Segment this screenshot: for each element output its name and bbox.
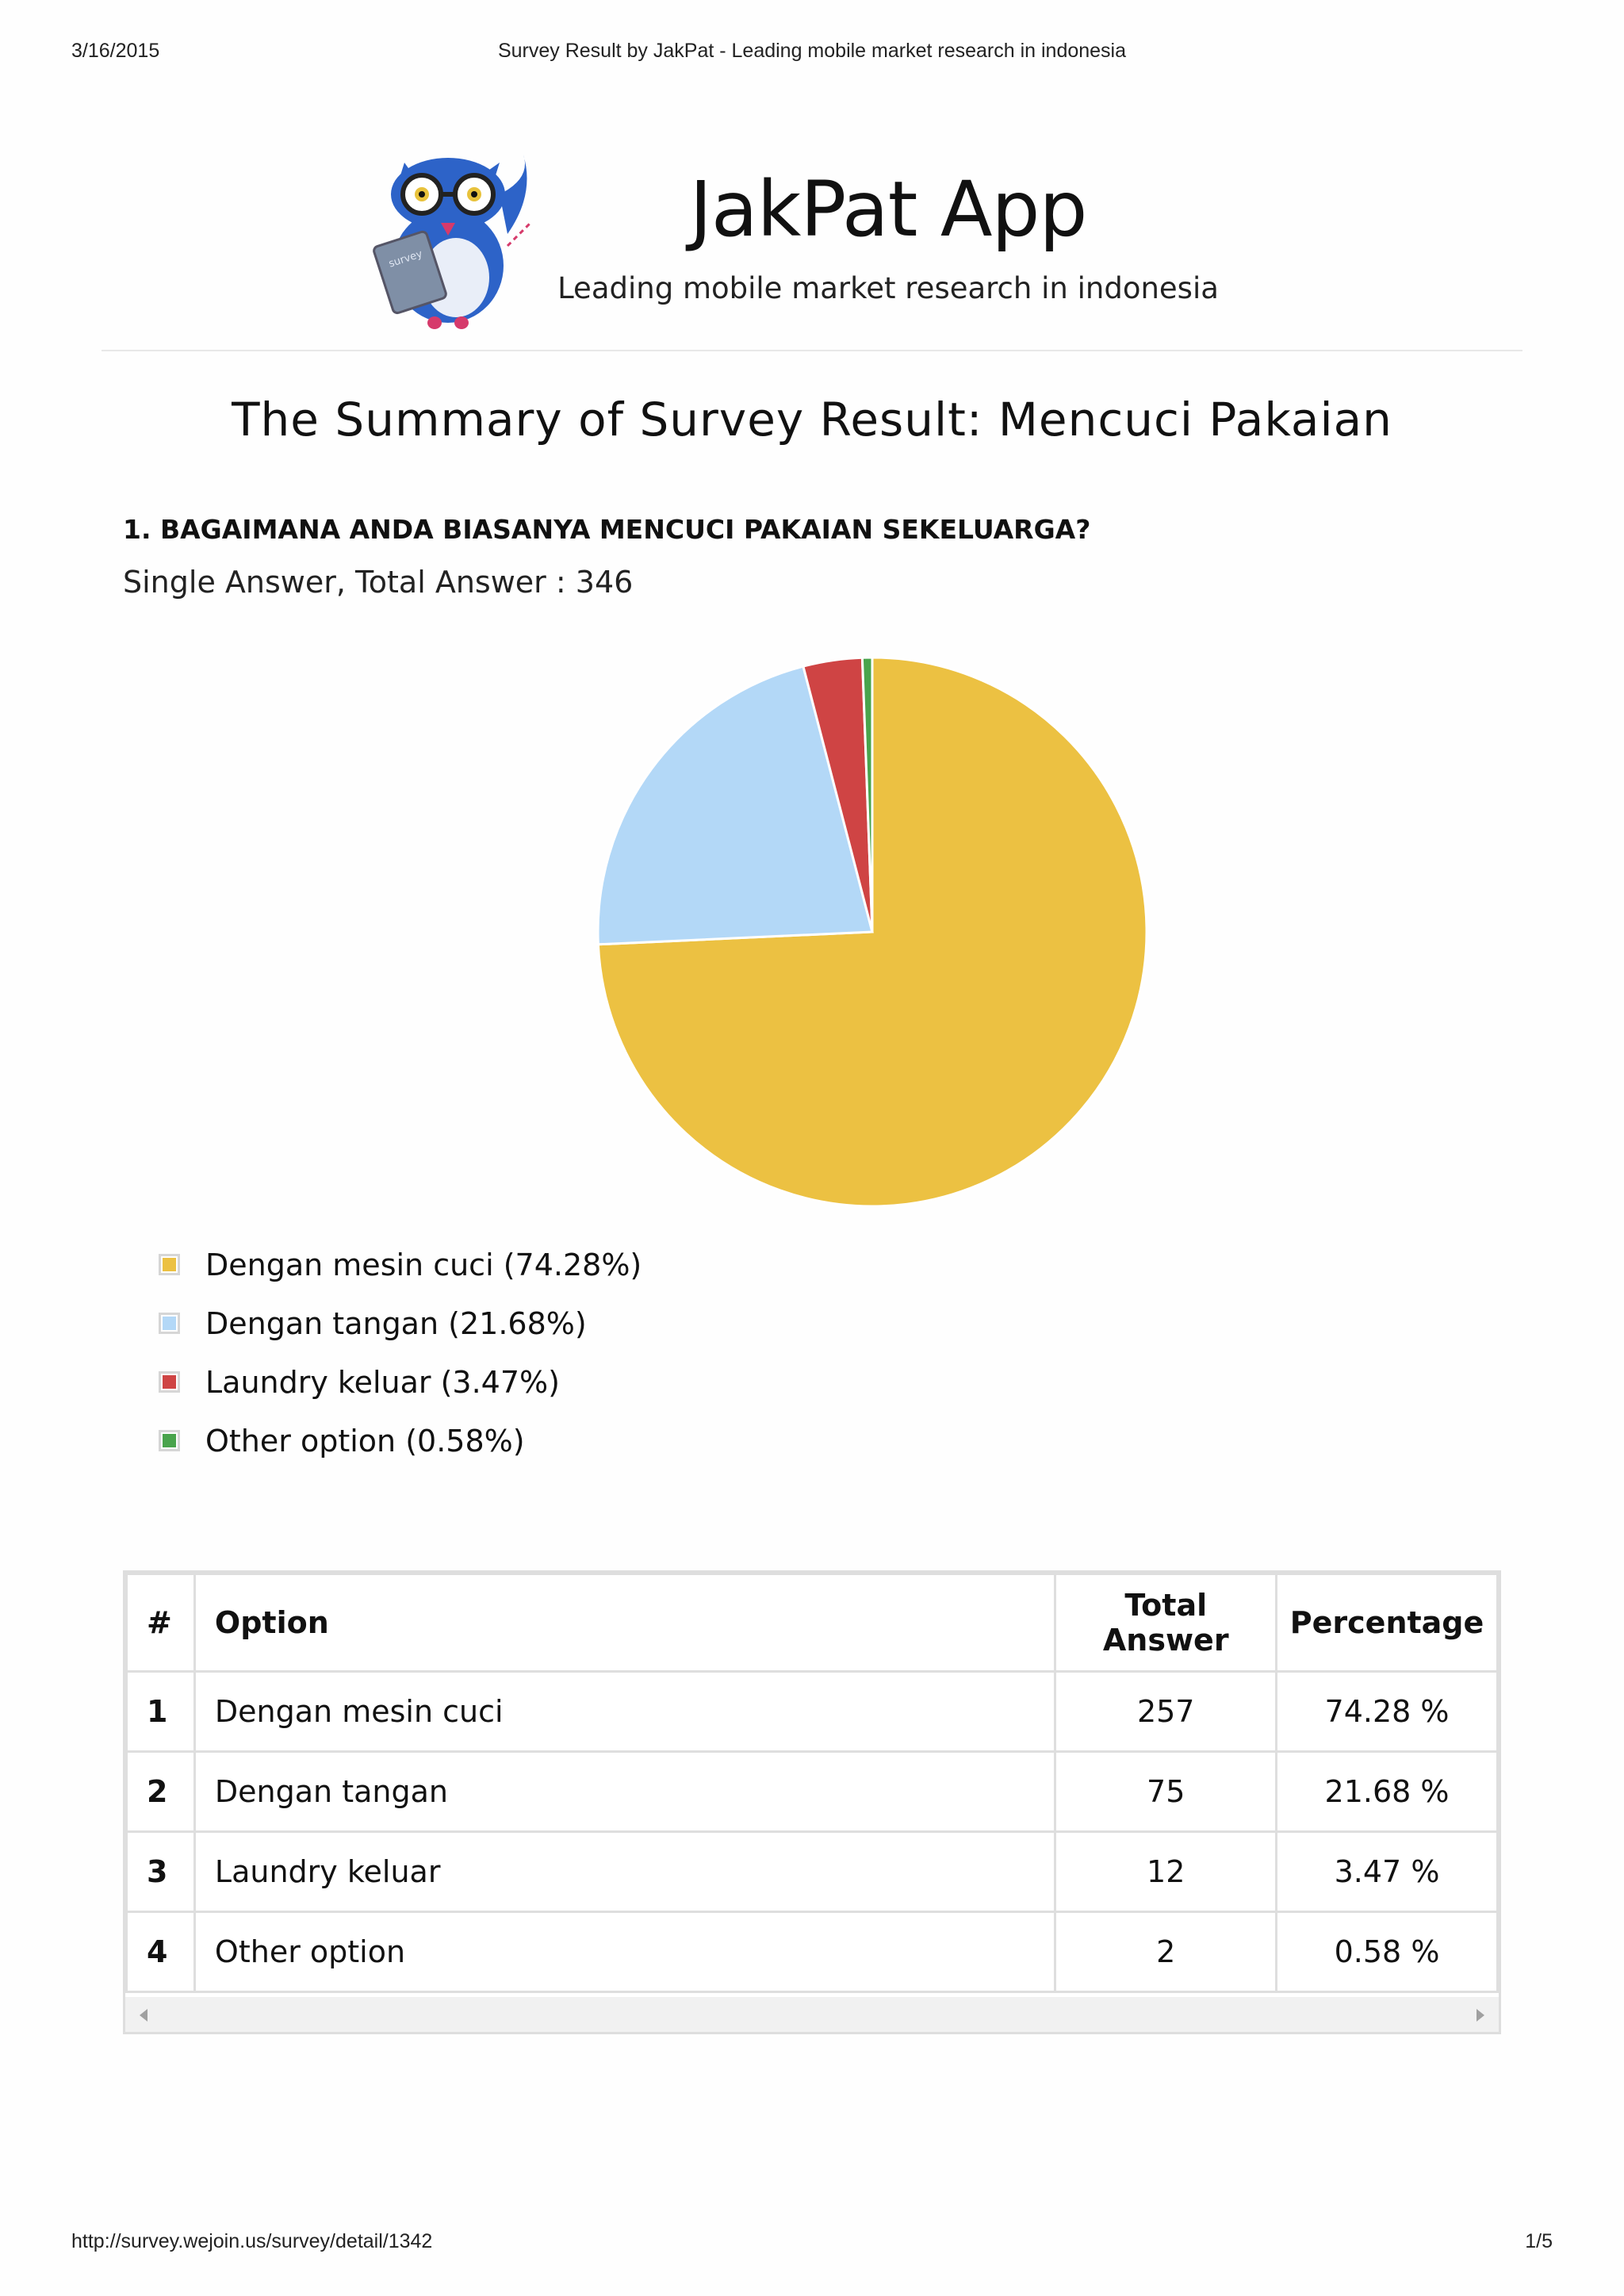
table-row [127, 1912, 1498, 1992]
cell-total: 12 [1055, 1832, 1277, 1912]
cell-percentage: 0.58 % [1277, 1912, 1498, 1992]
cell-total: 75 [1055, 1752, 1277, 1832]
cell-number: 4 [127, 1912, 195, 1992]
header-percentage: Percentage [1277, 1574, 1498, 1672]
cell-percentage: 74.28 % [1277, 1672, 1498, 1752]
scroll-right-icon[interactable] [1477, 2009, 1484, 2022]
owl-logo-icon [373, 147, 539, 333]
svg-text:survey: survey [387, 247, 424, 270]
cell-total: 2 [1055, 1912, 1277, 1992]
table-row [127, 1752, 1498, 1832]
legend-swatch-fill [163, 1434, 176, 1447]
cell-option: Dengan mesin cuci [194, 1672, 1055, 1752]
pie-chart [587, 646, 1158, 1217]
legend-swatch [159, 1254, 180, 1275]
legend-label: Dengan mesin cuci (74.28%) [205, 1248, 642, 1282]
legend-swatch-fill [163, 1317, 176, 1330]
legend-swatch [159, 1371, 180, 1393]
page-number: 1/5 [1525, 2230, 1553, 2252]
legend-label: Other option (0.58%) [205, 1424, 525, 1458]
print-date: 3/16/2015 [71, 40, 160, 62]
cell-option: Laundry keluar [194, 1832, 1055, 1912]
table-row [127, 1672, 1498, 1752]
cell-number: 3 [127, 1832, 195, 1912]
print-header [0, 40, 1624, 71]
legend-label: Dengan tangan (21.68%) [205, 1306, 587, 1341]
legend-label: Laundry keluar (3.47%) [205, 1365, 560, 1400]
cell-number: 1 [127, 1672, 195, 1752]
print-url: http://survey.wejoin.us/survey/detail/1342 [71, 2230, 433, 2252]
header-total-answer: Total Answer [1055, 1574, 1277, 1672]
header-number: # [127, 1574, 195, 1672]
header-divider [102, 350, 1522, 351]
legend-swatch-fill [163, 1375, 176, 1389]
legend-swatch-fill [163, 1258, 176, 1271]
results-table-container [123, 1570, 1501, 2034]
cell-number: 2 [127, 1752, 195, 1832]
cell-percentage: 21.68 % [1277, 1752, 1498, 1832]
cell-total: 257 [1055, 1672, 1277, 1752]
question-title: 1. BAGAIMANA ANDA BIASANYA MENCUCI PAKAIAN SEKELUARGA? [123, 514, 1091, 545]
results-table [125, 1573, 1499, 1993]
table-row [127, 1832, 1498, 1912]
brand-title: JakPat App [689, 165, 1087, 254]
print-title: Survey Result by JakPat - Leading mobile market research in indonesia [497, 40, 1127, 62]
survey-title: The Summary of Survey Result: Mencuci Pakaian [232, 393, 1392, 447]
cell-percentage: 3.47 % [1277, 1832, 1498, 1912]
legend-swatch [159, 1430, 180, 1451]
brand-subtitle: Leading mobile market research in indonesia [557, 271, 1219, 305]
scroll-left-icon[interactable] [140, 2009, 147, 2022]
cell-option: Dengan tangan [194, 1752, 1055, 1832]
print-footer [0, 2230, 1624, 2262]
legend-swatch [159, 1313, 180, 1334]
question-meta: Single Answer, Total Answer : 346 [123, 565, 634, 600]
header-option: Option [194, 1574, 1055, 1672]
horizontal-scrollbar[interactable] [125, 1997, 1499, 2032]
table-header-row [127, 1574, 1498, 1672]
cell-option: Other option [194, 1912, 1055, 1992]
